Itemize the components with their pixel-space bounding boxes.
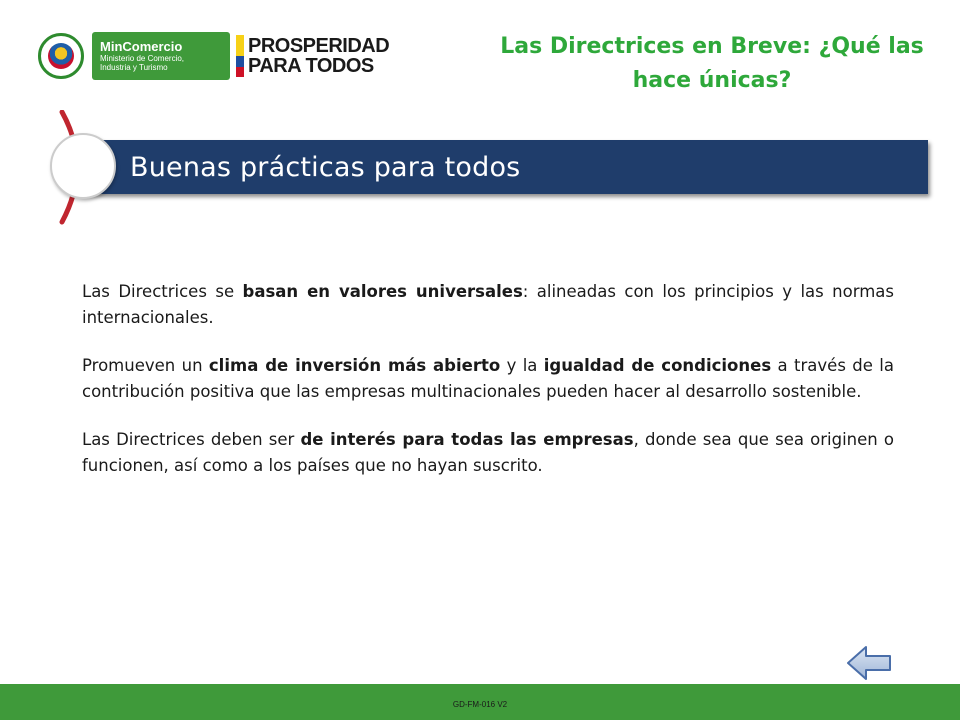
- paragraph-text: Promueven un: [82, 356, 209, 375]
- paragraph-3: [82, 427, 894, 479]
- header-logos: [38, 28, 389, 84]
- colombia-flag-icon: [236, 35, 244, 77]
- prosperidad-line-1: PROSPERIDAD: [248, 35, 390, 57]
- paragraph-2: [82, 353, 894, 405]
- coat-of-arms-icon: [48, 43, 74, 69]
- paragraph-text: : alineadas con los principios y las normas internacionales.: [82, 282, 894, 327]
- paragraph-1: [82, 279, 894, 331]
- paragraph-text: Las Directrices se: [82, 282, 243, 301]
- document-code: GD-FM-016 V2: [452, 700, 508, 709]
- paragraph-text: a través de la contribución positiva que las empresas multinacionales pueden hacer al desarrollo sostenible.: [82, 356, 894, 401]
- banner-title: Buenas prácticas para todos: [130, 151, 521, 183]
- banner-circle-bullet: [50, 133, 116, 199]
- prosperidad-line-2: PARA TODOS: [248, 55, 374, 77]
- paragraph-text: Las Directrices deben ser: [82, 430, 301, 449]
- back-arrow-icon[interactable]: [846, 644, 892, 682]
- mincomercio-title: MinComercio: [100, 39, 183, 54]
- prosperidad-logo: [236, 31, 389, 81]
- emphasis-text: de interés para todas las empresas: [300, 430, 634, 449]
- colombia-seal-logo: [38, 33, 84, 79]
- section-banner: [80, 140, 928, 194]
- mincomercio-subtitle-1: Ministerio de Comercio,: [100, 54, 185, 63]
- mincomercio-subtitle-2: Industria y Turismo: [100, 63, 168, 72]
- paragraph-text: y la: [500, 356, 544, 375]
- emphasis-text: clima de inversión más abierto: [208, 356, 501, 375]
- page-title: Las Directrices en Breve: ¿Qué las hace únicas?: [500, 34, 924, 93]
- body-content: [82, 279, 894, 501]
- emphasis-text: igualdad de condiciones: [543, 356, 772, 375]
- mincomercio-logo: [92, 32, 230, 80]
- emphasis-text: basan en valores universales: [242, 282, 523, 301]
- footer-bar: [0, 684, 960, 720]
- paragraph-text: , donde sea que sea originen o funcionen, así como a los países que no hayan suscrito.: [82, 430, 894, 475]
